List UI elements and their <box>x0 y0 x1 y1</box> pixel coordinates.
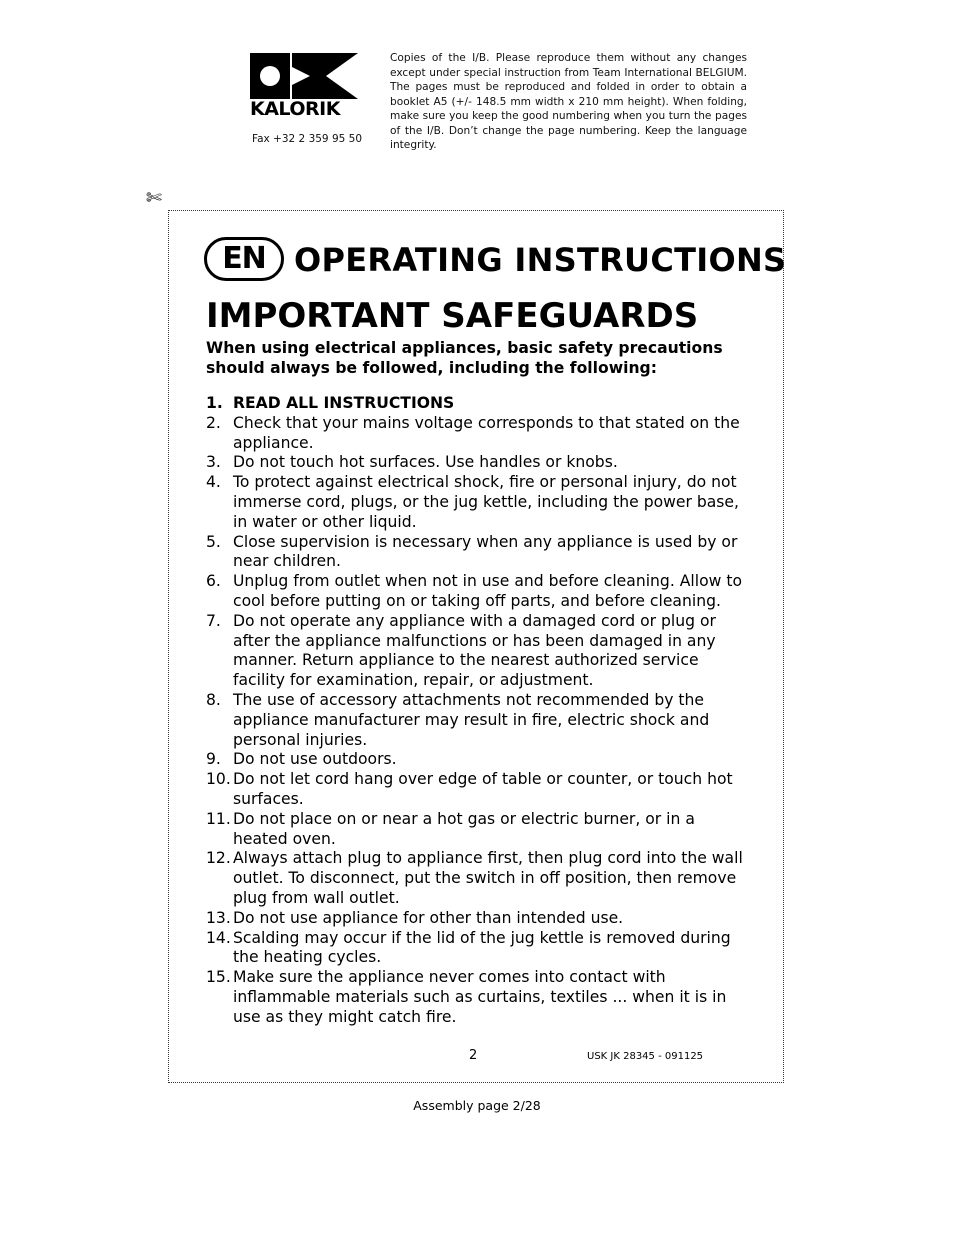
scissors-icon: ✄ <box>146 187 162 209</box>
item-number: 7. <box>206 611 221 630</box>
assembly-page-label: Assembly page 2/28 <box>413 1098 541 1113</box>
list-item <box>206 968 751 1027</box>
intro-text: When using electrical appliances, basic safety precautions should always be followed, including the following: <box>206 339 723 377</box>
brand-name: KALORIK <box>250 98 340 120</box>
item-text: Do not place on or near a hot gas or electric burner, or in a heated oven. <box>233 809 695 848</box>
list-item <box>206 691 751 750</box>
item-number: 11. <box>206 809 231 828</box>
item-text: Do not operate any appliance with a damaged cord or plug or after the appliance malfunctions or has been damaged in any manner. Return appliance to the nearest authorized service facility for examination, repair, or adjustment. <box>233 611 716 690</box>
page-number: 2 <box>469 1048 478 1063</box>
list-item <box>206 909 751 929</box>
item-text: Do not let cord hang over edge of table or counter, or touch hot surfaces. <box>233 770 733 808</box>
fax-number: Fax +32 2 359 95 50 <box>252 133 363 145</box>
item-number: 9. <box>206 750 221 769</box>
list-item <box>206 849 751 908</box>
item-text: To protect against electrical shock, fire or personal injury, do not immerse cord, plugs, or the jug kettle, including the power base, in water or other liquid. <box>233 473 739 531</box>
kalorik-logo <box>250 53 360 119</box>
page-title: IMPORTANT SAFEGUARDS <box>206 296 699 336</box>
kalorik-k-mark-icon <box>250 53 358 99</box>
item-text: Scalding may occur if the lid of the jug kettle is removed during the heating cycles. <box>233 928 731 967</box>
list-item <box>206 473 751 532</box>
item-text: Make sure the appliance never comes into contact with inflammable materials such as curtains, textiles ... when it is in use as they might catch fire. <box>233 968 727 1026</box>
reproduction-notice: Copies of the I/B. Please reproduce them without any changes except under special instruction from Team International BELGIUM. The pages must be reproduced and folded in order to obtain a booklet A5 (+/- 148.5 mm width x 210 mm height). When folding, make sure you keep the good numbering when you turn the pages of the I/B. Don’t change the page numbering. Keep the language integrity. <box>390 52 747 151</box>
item-text: Check that your mains voltage corresponds to that stated on the appliance. <box>233 413 740 452</box>
document-code: USK JK 28345 - 091125 <box>587 1051 704 1062</box>
item-number: 8. <box>206 690 221 709</box>
item-text: Do not use outdoors. <box>233 750 397 769</box>
list-item <box>206 533 751 573</box>
item-number: 14. <box>206 928 231 947</box>
item-number: 5. <box>206 532 221 551</box>
language-badge: EN <box>204 237 284 281</box>
section-title: OPERATING INSTRUCTIONS <box>294 241 787 279</box>
list-item <box>206 453 751 473</box>
list-item <box>206 612 751 691</box>
item-number: 10. <box>206 770 231 789</box>
item-number: 12. <box>206 849 231 868</box>
item-text: Close supervision is necessary when any appliance is used by or near children. <box>233 532 738 571</box>
item-number: 1. <box>206 394 223 412</box>
item-text: Do not use appliance for other than intended use. <box>233 908 624 927</box>
item-number: 15. <box>206 968 231 987</box>
item-number: 2. <box>206 413 221 432</box>
list-item <box>206 929 751 969</box>
list-item <box>206 810 751 850</box>
item-text: The use of accessory attachments not recommended by the appliance manufacturer may result in fire, electric shock and personal injuries. <box>233 690 710 749</box>
item-number: 13. <box>206 908 231 927</box>
item-text: Do not touch hot surfaces. Use handles or knobs. <box>233 453 618 472</box>
list-item <box>206 572 751 612</box>
item-number: 3. <box>206 453 221 472</box>
item-number: 4. <box>206 473 221 492</box>
list-item <box>206 770 751 810</box>
list-item <box>206 394 751 414</box>
item-text: Unplug from outlet when not in use and before cleaning. Allow to cool before putting on or taking off parts, and before cleaning. <box>233 572 742 610</box>
safeguards-list <box>206 394 751 1028</box>
list-item <box>206 750 751 770</box>
item-text: READ ALL INSTRUCTIONS <box>233 394 455 412</box>
item-number: 6. <box>206 572 221 591</box>
list-item <box>206 414 751 454</box>
item-text: Always attach plug to appliance first, then plug cord into the wall outlet. To disconnect, put the switch in off position, then remove plug from wall outlet. <box>233 849 743 907</box>
